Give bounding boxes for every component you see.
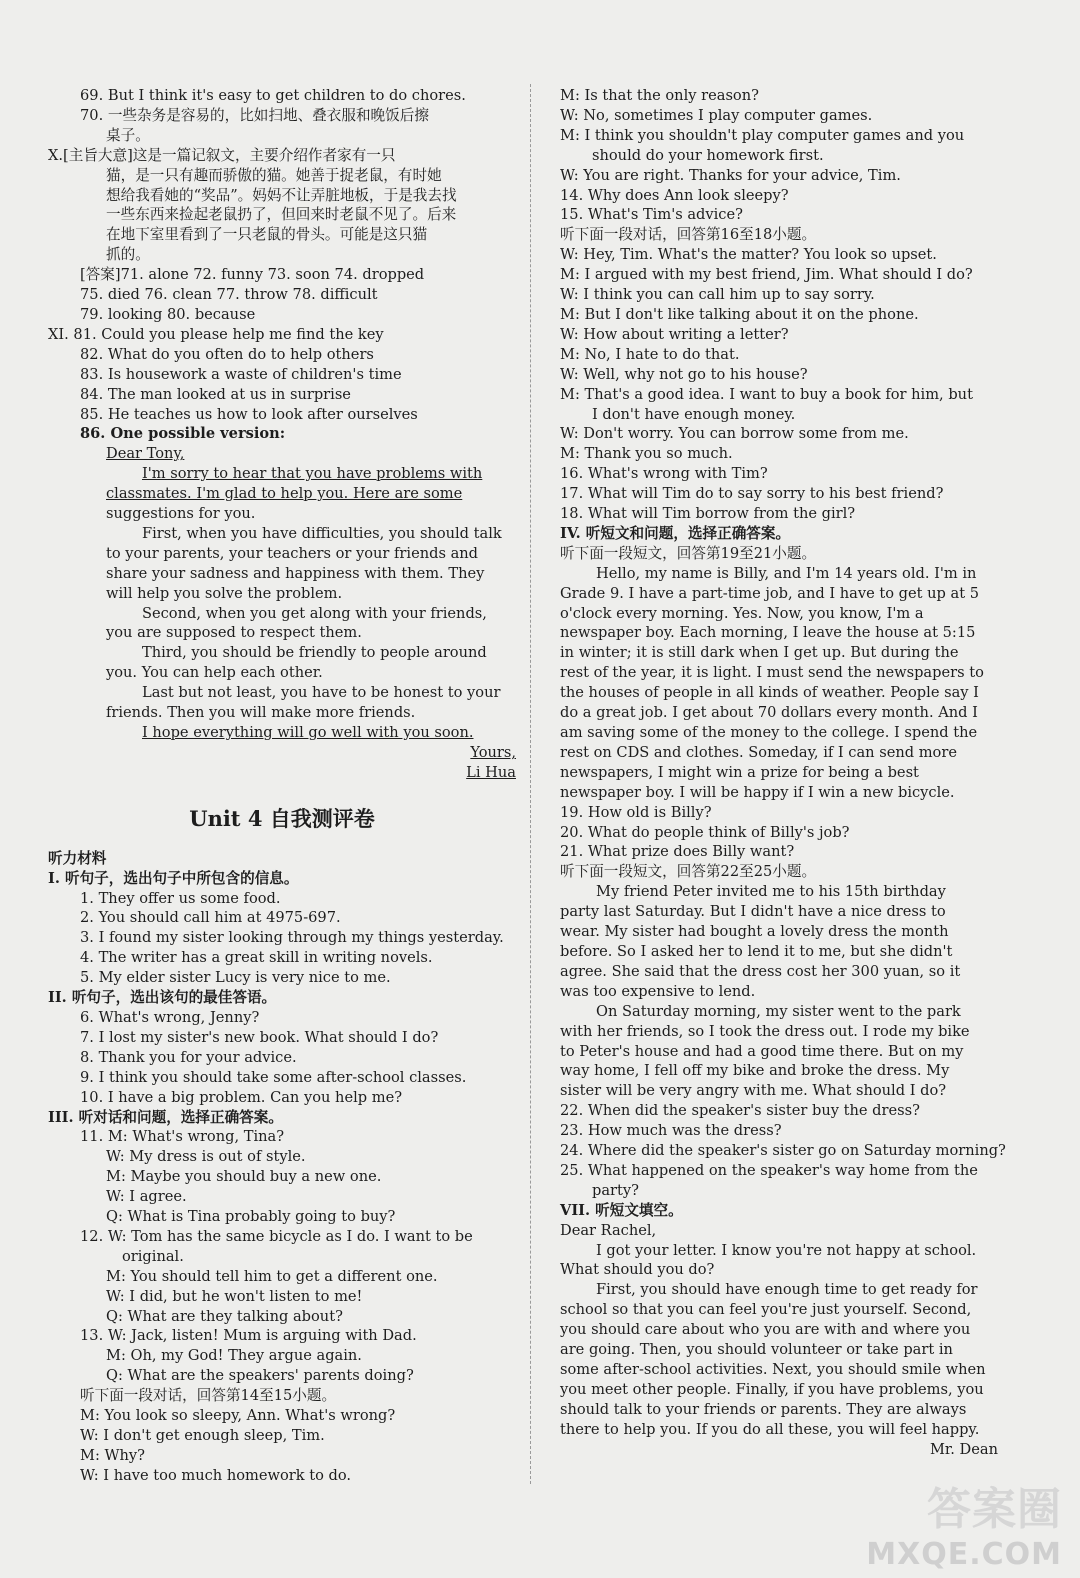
text-line: W: Don't worry. You can borrow some from me.: [560, 425, 909, 443]
text-line: 23. How much was the dress?: [560, 1122, 782, 1140]
text-line: W: Hey, Tim. What's the matter? You look so upset.: [560, 246, 937, 264]
text-line: to Peter's house and had a good time there. But on my: [560, 1042, 964, 1060]
text-line: M: Maybe you should buy a new one.: [106, 1168, 382, 1186]
text-line: 84. The man looked at us in surprise: [80, 385, 351, 403]
text-line: 15. What's Tim's advice?: [560, 206, 743, 224]
text-line: in winter; it is still dark when I get up. But during the: [560, 644, 959, 662]
text-line: XI. 81. Could you please help me find the key: [48, 325, 384, 343]
text-line: 86. One possible version:: [80, 425, 286, 443]
text-line: I. 听句子，选出句子中所包含的信息。: [48, 869, 299, 887]
text-line: M: Oh, my God! They argue again.: [106, 1347, 362, 1365]
text-line: 4. The writer has a great skill in writing novels.: [80, 949, 433, 967]
text-line: should talk to your friends or parents. They are always: [560, 1400, 967, 1418]
text-line: 21. What prize does Billy want?: [560, 843, 795, 861]
text-line: do a great job. I get about 70 dollars every month. And I: [560, 704, 978, 722]
text-line: First, when you have difficulties, you should talk: [142, 524, 502, 542]
text-line: W: I have too much homework to do.: [80, 1466, 352, 1484]
text-line: W: My dress is out of style.: [106, 1148, 306, 1166]
text-line: 19. How old is Billy?: [560, 803, 712, 821]
column-divider: [530, 84, 531, 1484]
text-line: Q: What are the speakers' parents doing?: [106, 1367, 414, 1385]
text-line: 听下面一段短文，回答第19至21小题。: [560, 544, 817, 562]
text-line: will help you solve the problem.: [106, 584, 343, 602]
text-line: [答案]71. alone 72. funny 73. soon 74. dropped: [80, 266, 425, 284]
text-line: party last Saturday. But I didn't have a nice dress to: [560, 903, 946, 921]
watermark-title: 答案圈: [927, 1484, 1062, 1535]
text-line: 82. What do you often do to help others: [80, 345, 374, 363]
text-line: rest of the year, it is light. I must send the newspapers to: [560, 664, 984, 682]
listening-script-continued: [560, 86, 1006, 1460]
text-line: II. 听句子，选出该句的最佳答语。: [48, 989, 277, 1007]
text-line: Third, you should be friendly to people around: [142, 644, 487, 662]
text-line: 22. When did the speaker's sister buy the dress?: [560, 1102, 920, 1120]
text-line: wear. My sister had bought a lovely dress the month: [560, 923, 949, 941]
text-line: W: Well, why not go to his house?: [560, 365, 808, 383]
text-line: original.: [122, 1247, 184, 1265]
text-line: 5. My elder sister Lucy is very nice to me.: [80, 969, 391, 987]
text-line: newspapers, I might win a prize for being a best: [560, 763, 919, 781]
text-line: Li Hua: [466, 763, 516, 781]
text-line: M: You should tell him to get a different one.: [106, 1267, 438, 1285]
text-line: What should you do?: [560, 1261, 715, 1279]
listening-script-section: [48, 849, 516, 1486]
text-line: Q: What are they talking about?: [106, 1307, 343, 1325]
text-line: M: Why?: [80, 1446, 145, 1464]
watermark-url: MXQE.COM: [866, 1537, 1062, 1572]
text-line: I'm sorry to hear that you have problems with: [142, 465, 483, 483]
unit-title: Unit 4 自我测评卷: [189, 805, 375, 831]
text-line: some after-school activities. Next, you should smile when: [560, 1361, 986, 1378]
text-line: school so that you can feel you're just yourself. Second,: [560, 1301, 972, 1319]
text-line: M: I argued with my best friend, Jim. What should I do?: [560, 266, 973, 284]
text-line: M: No, I hate to do that.: [560, 345, 740, 363]
text-line: 85. He teaches us how to look after ourselves: [80, 405, 418, 423]
text-line: 7. I lost my sister's new book. What should I do?: [80, 1028, 439, 1046]
text-line: classmates. I'm glad to help you. Here are some: [106, 485, 463, 503]
text-line: 一些东西来捡起老鼠扔了，但回来时老鼠不见了。后来: [106, 206, 457, 224]
text-line: should do your homework first.: [592, 146, 824, 164]
text-line: with her friends, so I took the dress out. I rode my bike: [560, 1022, 970, 1040]
text-line: Q: What is Tina probably going to buy?: [106, 1208, 396, 1226]
text-line: 听下面一段对话，回答第14至15小题。: [80, 1387, 337, 1405]
text-line: friends. Then you will make more friends.: [106, 704, 416, 722]
text-line: 猫，是一只有趣而骄傲的猫。她善于捉老鼠，有时她: [106, 166, 442, 184]
text-line: W: No, sometimes I play computer games.: [560, 106, 873, 124]
text-line: M: But I don't like talking about it on the phone.: [560, 305, 919, 323]
answer-key-section: [48, 86, 516, 783]
text-line: party?: [592, 1181, 639, 1199]
text-line: 20. What do people think of Billy's job?: [560, 823, 850, 841]
text-line: 3. I found my sister looking through my things yesterday.: [80, 929, 504, 947]
text-line: 12. W: Tom has the same bicycle as I do. I want to be: [80, 1227, 473, 1245]
text-line: 75. died 76. clean 77. throw 78. difficult: [80, 286, 378, 304]
text-line: 70. 一些杂务是容易的，比如扫地、叠衣服和晚饭后擦: [80, 106, 429, 124]
text-line: 17. What will Tim do to say sorry to his best friend?: [560, 485, 944, 503]
text-line: My friend Peter invited me to his 15th birthday: [596, 883, 946, 901]
text-line: 1. They offer us some food.: [80, 889, 281, 907]
text-line: 8. Thank you for your advice.: [80, 1048, 297, 1066]
text-line: suggestions for you.: [106, 505, 256, 523]
text-line: W: I did, but he won't listen to me!: [106, 1287, 363, 1305]
text-line: you should care about who you are with and where you: [560, 1321, 971, 1339]
text-line: 10. I have a big problem. Can you help me?: [80, 1088, 403, 1106]
text-line: you are supposed to respect them.: [106, 624, 362, 642]
text-line: Hello, my name is Billy, and I'm 14 years old. I'm in: [596, 564, 977, 582]
text-line: 24. Where did the speaker's sister go on Saturday morning?: [560, 1142, 1006, 1160]
text-line: 79. looking 80. because: [80, 305, 256, 323]
text-line: 16. What's wrong with Tim?: [560, 465, 768, 483]
text-line: newspaper boy. Each morning, I leave the house at 5:15: [560, 624, 976, 642]
text-line: 83. Is housework a waste of children's time: [80, 365, 402, 383]
text-line: are going. Then, you should volunteer or take part in: [560, 1341, 953, 1359]
text-line: agree. She said that the dress cost her 300 yuan, so it: [560, 962, 961, 980]
text-line: 听下面一段短文，回答第22至25小题。: [560, 863, 817, 881]
text-line: M: I think you shouldn't play computer games and you: [560, 126, 965, 144]
text-line: to your parents, your teachers or your friends and: [106, 544, 479, 562]
text-line: M: You look so sleepy, Ann. What's wrong?: [80, 1407, 396, 1425]
text-line: W: I agree.: [106, 1188, 187, 1206]
text-line: sister will be very angry with me. What should I do?: [560, 1082, 947, 1100]
text-line: share your sadness and happiness with them. They: [106, 564, 485, 582]
text-line: M: Thank you so much.: [560, 445, 733, 463]
text-line: M: Is that the only reason?: [560, 87, 759, 104]
text-line: you meet other people. Finally, if you have problems, you: [560, 1380, 984, 1398]
text-line: M: That's a good idea. I want to buy a book for him, but: [560, 385, 973, 403]
text-line: the houses of people in all kinds of weather. People say I: [560, 684, 979, 702]
text-line: I don't have enough money.: [592, 405, 796, 423]
text-line: 69. But I think it's easy to get children to do chores.: [80, 87, 466, 104]
text-line: you. You can help each other.: [106, 664, 323, 682]
text-line: 想给我看她的“奖品”。妈妈不让弄脏地板，于是我去找: [106, 186, 457, 204]
text-line: III. 听对话和问题，选择正确答案。: [48, 1108, 283, 1126]
text-line: IV. 听短文和问题，选择正确答案。: [560, 524, 791, 542]
text-line: before. So I asked her to lend it to me, but she didn't: [560, 942, 953, 960]
text-line: W: You are right. Thanks for your advice, Tim.: [560, 166, 901, 184]
text-line: 9. I think you should take some after-school classes.: [80, 1068, 467, 1086]
text-line: 听下面一段对话，回答第16至18小题。: [560, 226, 817, 244]
text-line: W: How about writing a letter?: [560, 325, 789, 343]
text-line: Mr. Dean: [929, 1440, 998, 1458]
text-line: o'clock every morning. Yes. Now, you know, I'm a: [560, 604, 924, 622]
text-line: On Saturday morning, my sister went to the park: [596, 1002, 961, 1020]
text-line: 6. What's wrong, Jenny?: [80, 1008, 260, 1026]
text-line: VII. 听短文填空。: [560, 1201, 683, 1219]
text-line: 在地下室里看到了一只老鼠的骨头。可能是这只猫: [106, 226, 428, 244]
right-column: [560, 86, 1006, 1460]
text-line: First, you should have enough time to get ready for: [596, 1281, 978, 1299]
text-line: way home, I fell off my bike and broke the dress. My: [560, 1062, 950, 1080]
text-line: I hope everything will go well with you soon.: [142, 724, 474, 741]
text-line: am saving some of the money to the college. I spend the: [560, 724, 978, 741]
text-line: W: I think you can call him up to say sorry.: [560, 286, 875, 304]
text-line: there to help you. If you do all these, you will feel happy.: [560, 1420, 980, 1438]
text-line: 桌子。: [106, 126, 150, 144]
text-line: newspaper boy. I will be happy if I win a new bicycle.: [560, 783, 955, 801]
text-line: 14. Why does Ann look sleepy?: [560, 186, 789, 204]
text-line: 2. You should call him at 4975-697.: [80, 909, 341, 927]
text-line: 11. M: What's wrong, Tina?: [80, 1128, 285, 1146]
text-line: Grade 9. I have a part-time job, and I have to get up at 5: [560, 584, 980, 602]
left-column: [48, 86, 516, 1486]
text-line: Dear Rachel,: [560, 1221, 657, 1239]
text-line: I got your letter. I know you're not happy at school.: [596, 1241, 977, 1259]
text-line: 18. What will Tim borrow from the girl?: [560, 505, 856, 523]
text-line: Dear Tony,: [106, 445, 185, 463]
text-line: 25. What happened on the speaker's way home from the: [560, 1161, 978, 1179]
text-line: Second, when you get along with your friends,: [142, 604, 487, 622]
text-line: W: I don't get enough sleep, Tim.: [80, 1427, 325, 1444]
text-line: Yours,: [470, 743, 516, 761]
text-line: X.[主旨大意]这是一篇记叙文，主要介绍作者家有一只: [48, 146, 396, 164]
watermark-logo: [866, 1473, 1062, 1572]
text-line: 13. W: Jack, listen! Mum is arguing with Dad.: [80, 1327, 417, 1345]
text-line: 抓的。: [106, 246, 150, 264]
text-line: 听力材料: [48, 849, 107, 867]
text-line: was too expensive to lend.: [560, 982, 756, 1000]
text-line: Last but not least, you have to be honest to your: [142, 684, 501, 702]
text-line: rest on CDS and clothes. Someday, if I can send more: [560, 743, 957, 761]
